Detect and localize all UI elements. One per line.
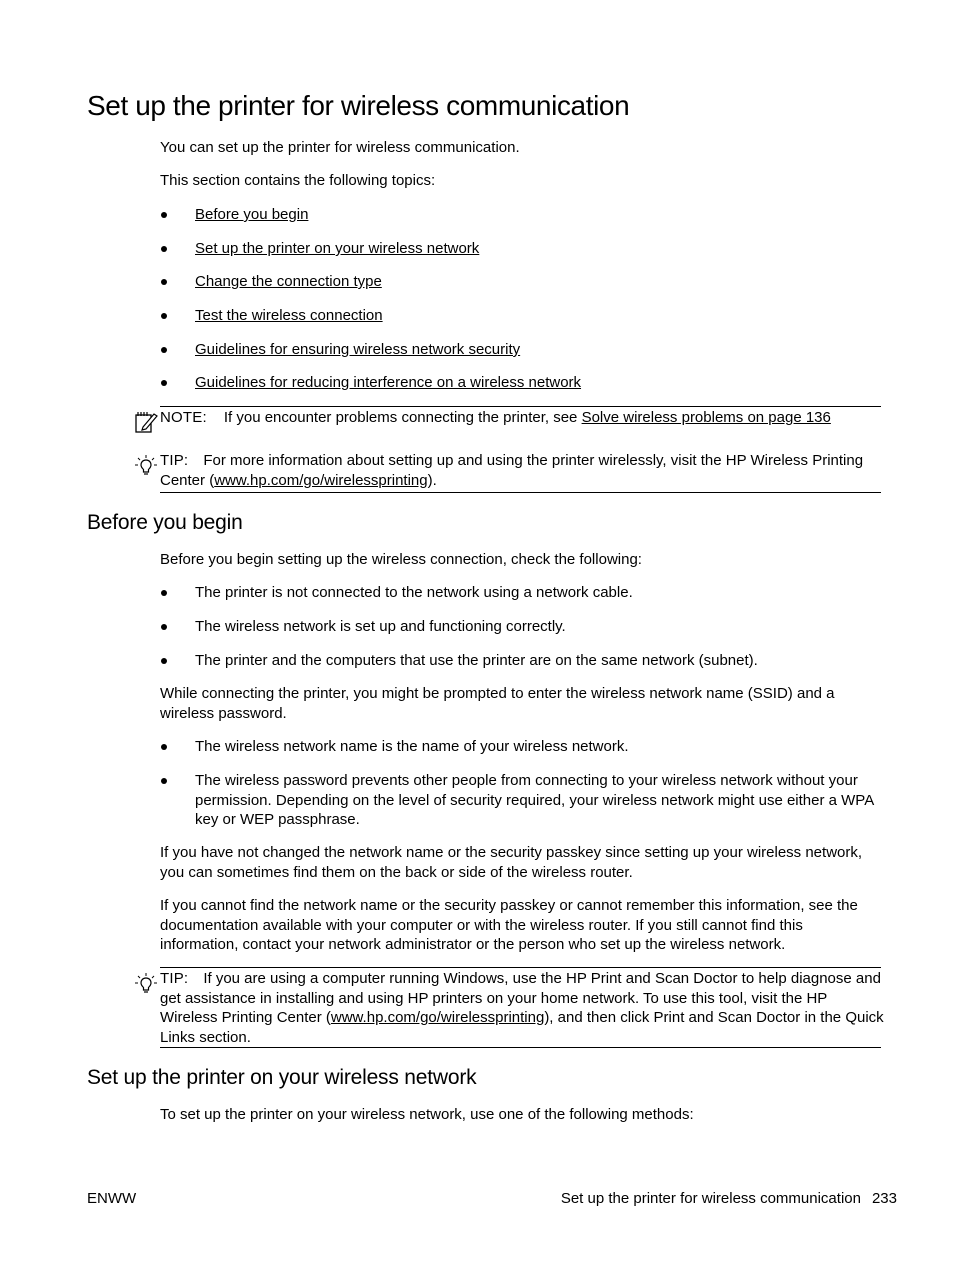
note-text: If you encounter problems connecting the printer, see — [223, 409, 582, 426]
topic-link-security[interactable]: Guidelines for ensuring wireless network security — [195, 341, 521, 358]
wireless-printing-link[interactable]: www.hp.com/go/wirelessprinting — [330, 1009, 545, 1026]
bullet-icon — [161, 313, 167, 319]
tip-text: For more information about setting up and using the printer wirelessly, visit the HP Wireless Printing Center ( — [160, 452, 864, 489]
tip-label: TIP: — [160, 970, 189, 987]
bullet-icon — [161, 212, 167, 218]
footer-right — [561, 1190, 897, 1207]
note-top-rule — [160, 406, 881, 407]
check-item: The printer is not connected to the network using a network cable. — [195, 584, 633, 601]
bullet-icon — [161, 658, 167, 664]
bullet-icon — [161, 380, 167, 386]
print-scan-doctor-label: Print and Scan Doctor — [653, 1009, 801, 1026]
bullet-icon — [161, 590, 167, 596]
tip2-top-rule — [160, 967, 881, 968]
wireless-printing-link[interactable]: www.hp.com/go/wirelessprinting — [214, 471, 428, 489]
tip2-box — [160, 969, 884, 1047]
tip2-text: If you are using a computer running Windows, use the HP Print and Scan Doctor to help diagnose and get assistance in installing and using HP printers on your home network. To use this tool, visit the HP Wireless Printing Center ( — [160, 970, 881, 1026]
check-item: The printer and the computers that use the printer are on the same network (subnet). — [195, 652, 758, 669]
topic-link-interference[interactable]: Guidelines for reducing interference on a wireless network — [195, 374, 582, 391]
bullet-icon — [161, 778, 167, 784]
section-heading-setup-wireless: Set up the printer on your wireless network — [87, 1066, 477, 1089]
note-box — [160, 408, 884, 428]
bullet-icon — [161, 347, 167, 353]
topic-link-test-connection[interactable]: Test the wireless connection — [195, 307, 383, 324]
lightbulb-icon — [134, 972, 158, 996]
page-title: Set up the printer for wireless communication — [87, 90, 630, 121]
tip-label: TIP: — [160, 452, 189, 469]
quick-links-label: Quick Links — [160, 1009, 884, 1046]
ssid-paragraph: While connecting the printer, you might be prompted to enter the wireless network name (SSID) and a wireless password. — [160, 685, 835, 722]
tip-text-end: ). — [427, 471, 437, 489]
topic-link-setup-wireless[interactable]: Set up the printer on your wireless network — [195, 240, 480, 257]
topic-link-before-you-begin[interactable]: Before you begin — [195, 206, 309, 223]
intro-paragraph: You can set up the printer for wireless communication. — [160, 139, 520, 156]
tip-box — [160, 451, 884, 490]
passkey-paragraph: If you have not changed the network name or the security passkey since setting up your wireless network, you can sometimes find them on the back or side of the wireless router. — [160, 844, 863, 881]
section-heading-before-you-begin: Before you begin — [87, 511, 243, 534]
setup-intro: To set up the printer on your wireless network, use one of the following methods: — [160, 1106, 694, 1123]
bullet-icon — [161, 744, 167, 750]
footer-left: ENWW — [87, 1190, 137, 1207]
tip2-text-end: section. — [195, 1028, 251, 1046]
footer-title: Set up the printer for wireless communication — [560, 1190, 861, 1207]
bullet-icon — [161, 279, 167, 285]
bullet-icon — [161, 624, 167, 630]
note-icon — [134, 410, 158, 434]
solve-wireless-problems-link[interactable]: Solve wireless problems on page 136 — [581, 409, 831, 426]
check-item: The wireless network is set up and functioning correctly. — [195, 618, 566, 635]
topic-link-change-connection[interactable]: Change the connection type — [195, 273, 382, 290]
tip2-text-mid: ), and then click — [544, 1009, 654, 1026]
lightbulb-icon — [134, 454, 158, 478]
tip2-bottom-rule — [160, 1047, 881, 1048]
definition-item: The wireless password prevents other people from connecting to your wireless network without your permission. Depending on the level of security required, your wireless network might use either a WPA key or WEP passphrase. — [195, 772, 874, 828]
tip-bottom-rule — [160, 492, 881, 493]
tip2-text-mid2: in the — [800, 1009, 846, 1026]
topics-intro: This section contains the following topics: — [160, 172, 436, 189]
before-intro: Before you begin setting up the wireless connection, check the following: — [160, 551, 642, 568]
definition-item: The wireless network name is the name of your wireless network. — [195, 738, 629, 755]
documentation-paragraph: If you cannot find the network name or the security passkey or cannot remember this information, see the documentation available with your computer or with the wireless router. If you still cannot find this information, contact your network administrator or the person who set up the wireless network. — [160, 897, 858, 953]
bullet-icon — [161, 246, 167, 252]
page-number: 233 — [871, 1190, 897, 1207]
note-label: NOTE: — [160, 409, 207, 426]
